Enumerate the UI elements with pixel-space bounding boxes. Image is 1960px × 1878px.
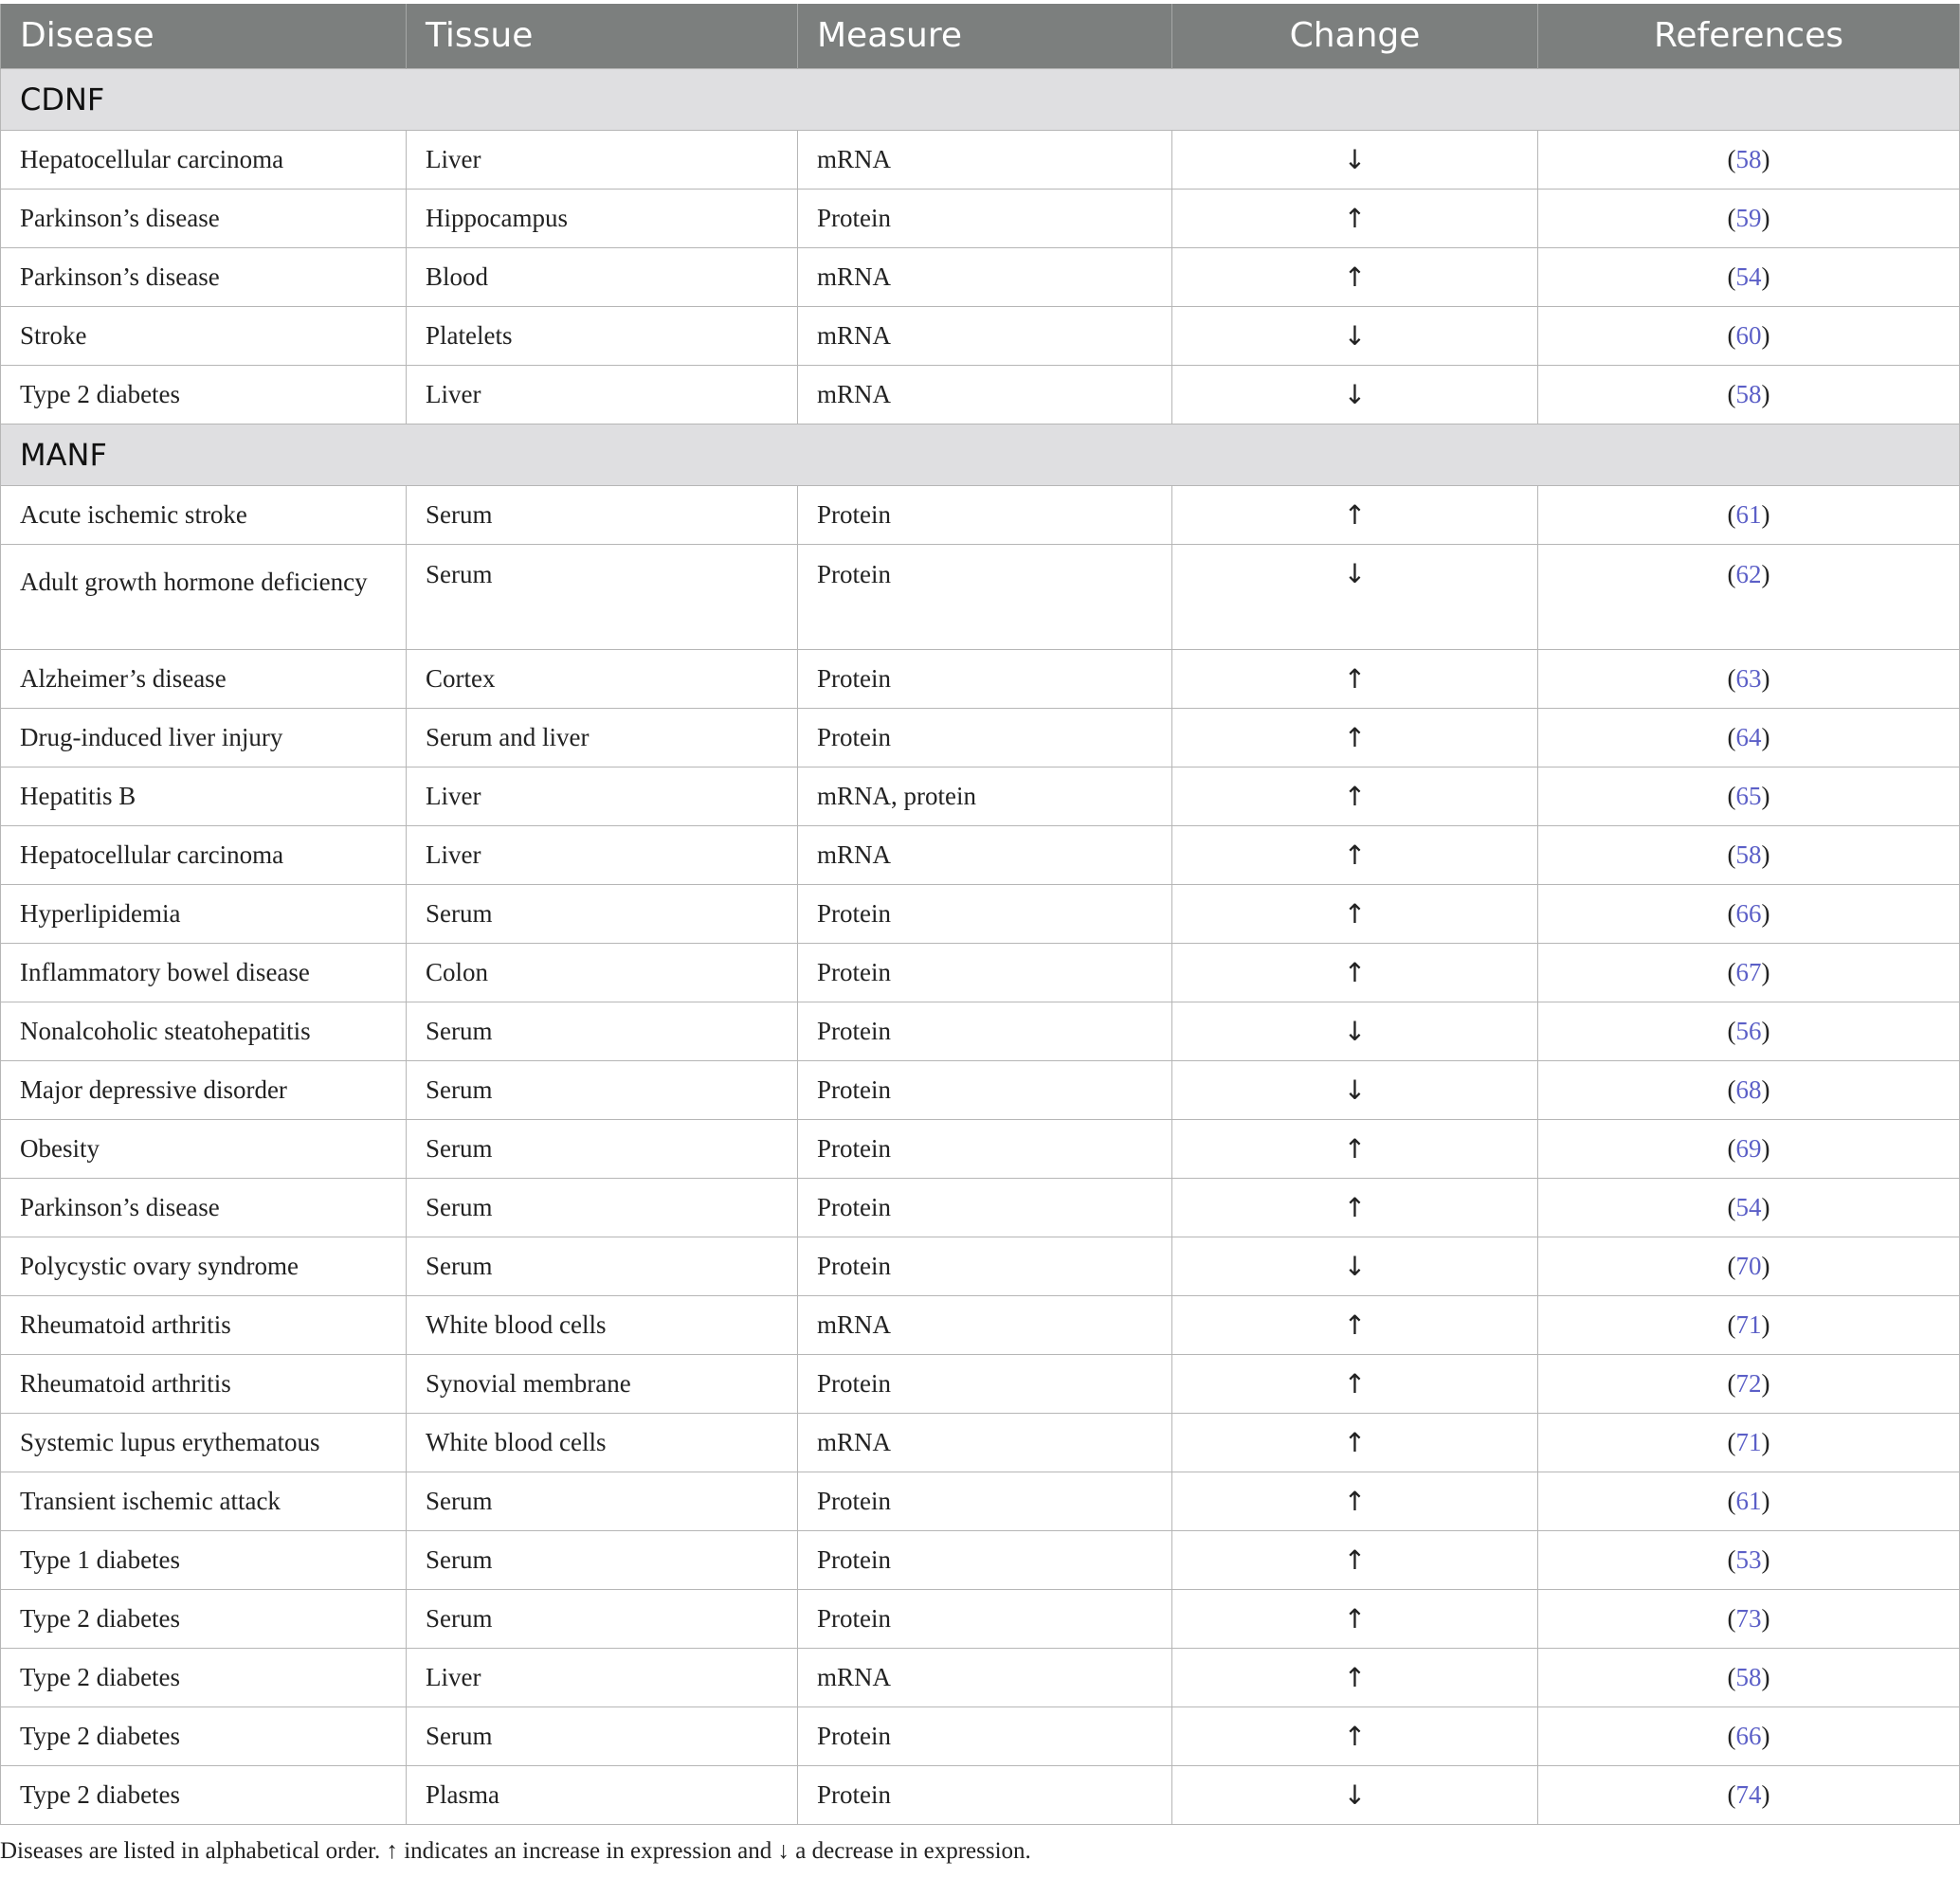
reference-open-paren: (	[1727, 1368, 1736, 1398]
reference-open-paren: (	[1727, 840, 1736, 869]
change-arrow-icon: ↑	[1343, 1309, 1367, 1341]
reference-link[interactable]: 71	[1735, 1309, 1762, 1339]
tissue-cell: Colon	[407, 943, 798, 1002]
measure-cell: Protein	[798, 884, 1172, 943]
reference-close-paren: )	[1761, 1721, 1770, 1750]
reference-close-paren: )	[1761, 663, 1770, 693]
tissue-cell: Blood	[407, 247, 798, 306]
change-arrow-icon: ↓	[1343, 1779, 1367, 1811]
change-cell	[1172, 1002, 1538, 1060]
change-arrow-icon: ↑	[1343, 1426, 1367, 1458]
tissue-cell: Hippocampus	[407, 189, 798, 247]
change-arrow-icon: ↑	[1343, 897, 1367, 930]
reference-link[interactable]: 68	[1735, 1074, 1762, 1104]
disease-cell: Transient ischemic attack	[1, 1472, 407, 1530]
reference-cell	[1538, 1472, 1960, 1530]
header-tissue: Tissue	[407, 4, 798, 68]
reference-close-paren: )	[1761, 722, 1770, 751]
disease-cell: Type 2 diabetes	[1, 1589, 407, 1648]
measure-cell: Protein	[798, 485, 1172, 544]
reference-cell	[1538, 708, 1960, 767]
reference-close-paren: )	[1761, 262, 1770, 291]
reference-close-paren: )	[1761, 1192, 1770, 1221]
change-cell	[1172, 1178, 1538, 1237]
disease-cell: Polycystic ovary syndrome	[1, 1237, 407, 1295]
table-container	[0, 4, 1960, 1825]
table-row	[1, 1413, 1960, 1472]
reference-link[interactable]: 54	[1735, 1192, 1762, 1221]
reference-close-paren: )	[1761, 1368, 1770, 1398]
table-row	[1, 825, 1960, 884]
reference-open-paren: (	[1727, 898, 1736, 928]
disease-cell: Hepatocellular carcinoma	[1, 130, 407, 189]
reference-close-paren: )	[1761, 898, 1770, 928]
change-cell	[1172, 1295, 1538, 1354]
reference-open-paren: (	[1727, 1721, 1736, 1750]
reference-cell	[1538, 1589, 1960, 1648]
reference-cell	[1538, 544, 1960, 649]
reference-open-paren: (	[1727, 1662, 1736, 1691]
disease-cell: Systemic lupus erythematous	[1, 1413, 407, 1472]
reference-open-paren: (	[1727, 957, 1736, 986]
reference-open-paren: (	[1727, 1251, 1736, 1280]
reference-link[interactable]: 53	[1735, 1544, 1762, 1574]
tissue-cell: Synovial membrane	[407, 1354, 798, 1413]
measure-cell: Protein	[798, 1060, 1172, 1119]
reference-open-paren: (	[1727, 781, 1736, 810]
reference-cell	[1538, 1237, 1960, 1295]
change-cell	[1172, 1060, 1538, 1119]
reference-link[interactable]: 58	[1735, 379, 1762, 408]
disease-cell: Parkinson’s disease	[1, 1178, 407, 1237]
change-cell	[1172, 1119, 1538, 1178]
change-cell	[1172, 1589, 1538, 1648]
reference-link[interactable]: 66	[1735, 898, 1762, 928]
reference-open-paren: (	[1727, 320, 1736, 350]
reference-open-paren: (	[1727, 1779, 1736, 1809]
tissue-cell: Serum	[407, 1589, 798, 1648]
table-row	[1, 1648, 1960, 1706]
table-row	[1, 1178, 1960, 1237]
disease-cell: Hepatocellular carcinoma	[1, 825, 407, 884]
change-arrow-icon: ↑	[1343, 1367, 1367, 1399]
reference-cell	[1538, 130, 1960, 189]
disease-cell: Drug-induced liver injury	[1, 708, 407, 767]
reference-open-paren: (	[1727, 1016, 1736, 1045]
measure-cell: Protein	[798, 1589, 1172, 1648]
reference-open-paren: (	[1727, 203, 1736, 232]
change-cell	[1172, 485, 1538, 544]
disease-cell: Hepatitis B	[1, 767, 407, 825]
change-arrow-icon: ↓	[1343, 1074, 1367, 1106]
table-row	[1, 1237, 1960, 1295]
change-arrow-icon: ↑	[1343, 1602, 1367, 1634]
change-arrow-icon: ↓	[1343, 1250, 1367, 1282]
measure-cell: Protein	[798, 1530, 1172, 1589]
measure-cell: mRNA	[798, 1295, 1172, 1354]
measure-cell: Protein	[798, 544, 1172, 649]
measure-cell: Protein	[798, 708, 1172, 767]
reference-open-paren: (	[1727, 262, 1736, 291]
change-arrow-icon: ↑	[1343, 202, 1367, 234]
reference-link[interactable]: 70	[1735, 1251, 1762, 1280]
change-arrow-icon: ↑	[1343, 1720, 1367, 1752]
reference-link[interactable]: 66	[1735, 1721, 1762, 1750]
reference-link[interactable]: 72	[1735, 1368, 1762, 1398]
tissue-cell: Serum	[407, 1706, 798, 1765]
reference-cell	[1538, 1002, 1960, 1060]
change-arrow-icon: ↑	[1343, 839, 1367, 871]
table-row	[1, 649, 1960, 708]
table-row	[1, 130, 1960, 189]
header-references: References	[1538, 4, 1960, 68]
reference-cell	[1538, 365, 1960, 424]
reference-link[interactable]: 63	[1735, 663, 1762, 693]
reference-close-paren: )	[1761, 957, 1770, 986]
reference-link[interactable]: 60	[1735, 320, 1762, 350]
reference-link[interactable]: 58	[1735, 1662, 1762, 1691]
table-row	[1, 365, 1960, 424]
tissue-cell: Serum	[407, 1472, 798, 1530]
measure-cell: mRNA	[798, 306, 1172, 365]
disease-expression-table	[0, 4, 1960, 1825]
reference-cell	[1538, 1354, 1960, 1413]
table-row	[1, 1354, 1960, 1413]
reference-cell	[1538, 1119, 1960, 1178]
reference-cell	[1538, 1530, 1960, 1589]
measure-cell: mRNA, protein	[798, 767, 1172, 825]
change-arrow-icon: ↑	[1343, 956, 1367, 988]
reference-close-paren: )	[1761, 1662, 1770, 1691]
table-row	[1, 767, 1960, 825]
measure-cell: Protein	[798, 649, 1172, 708]
table-row	[1, 247, 1960, 306]
header-measure: Measure	[798, 4, 1172, 68]
reference-cell	[1538, 1060, 1960, 1119]
table-row	[1, 884, 1960, 943]
change-arrow-icon: ↑	[1343, 498, 1367, 531]
disease-cell: Type 2 diabetes	[1, 1648, 407, 1706]
reference-cell	[1538, 247, 1960, 306]
disease-cell: Obesity	[1, 1119, 407, 1178]
reference-link[interactable]: 59	[1735, 203, 1762, 232]
measure-cell: Protein	[798, 943, 1172, 1002]
reference-link[interactable]: 74	[1735, 1779, 1762, 1809]
reference-link[interactable]: 73	[1735, 1603, 1762, 1633]
reference-open-paren: (	[1727, 1192, 1736, 1221]
reference-open-paren: (	[1727, 499, 1736, 529]
measure-cell: mRNA	[798, 1413, 1172, 1472]
change-cell	[1172, 1706, 1538, 1765]
header-change: Change	[1172, 4, 1538, 68]
table-row	[1, 1530, 1960, 1589]
reference-open-paren: (	[1727, 663, 1736, 693]
reference-open-paren: (	[1727, 1603, 1736, 1633]
reference-link[interactable]: 56	[1735, 1016, 1762, 1045]
measure-cell: Protein	[798, 1765, 1172, 1824]
change-cell	[1172, 1765, 1538, 1824]
table-body	[1, 68, 1960, 1824]
disease-cell: Inflammatory bowel disease	[1, 943, 407, 1002]
disease-cell: Type 2 diabetes	[1, 1765, 407, 1824]
tissue-cell: Serum and liver	[407, 708, 798, 767]
tissue-cell: Serum	[407, 1178, 798, 1237]
change-cell	[1172, 365, 1538, 424]
measure-cell: Protein	[798, 189, 1172, 247]
tissue-cell: Serum	[407, 544, 798, 649]
tissue-cell: Liver	[407, 767, 798, 825]
reference-close-paren: )	[1761, 1603, 1770, 1633]
reference-link[interactable]: 67	[1735, 957, 1762, 986]
tissue-cell: Serum	[407, 1119, 798, 1178]
change-cell	[1172, 943, 1538, 1002]
measure-cell: Protein	[798, 1706, 1172, 1765]
disease-cell: Parkinson’s disease	[1, 189, 407, 247]
table-row	[1, 1589, 1960, 1648]
reference-open-paren: (	[1727, 144, 1736, 173]
table-row	[1, 1295, 1960, 1354]
reference-open-paren: (	[1727, 379, 1736, 408]
reference-close-paren: )	[1761, 499, 1770, 529]
reference-link[interactable]: 61	[1735, 499, 1762, 529]
change-arrow-icon: ↑	[1343, 1661, 1367, 1693]
measure-cell: Protein	[798, 1237, 1172, 1295]
change-arrow-icon: ↑	[1343, 721, 1367, 753]
change-cell	[1172, 825, 1538, 884]
measure-cell: mRNA	[798, 1648, 1172, 1706]
header-disease: Disease	[1, 4, 407, 68]
reference-cell	[1538, 1178, 1960, 1237]
change-arrow-icon: ↓	[1343, 1015, 1367, 1047]
header-row	[1, 4, 1960, 68]
reference-link[interactable]: 64	[1735, 722, 1762, 751]
measure-cell: Protein	[798, 1354, 1172, 1413]
tissue-cell: Plasma	[407, 1765, 798, 1824]
disease-cell: Type 2 diabetes	[1, 365, 407, 424]
section-title: CDNF	[1, 68, 1960, 130]
tissue-cell: Cortex	[407, 649, 798, 708]
table-row	[1, 943, 1960, 1002]
reference-link[interactable]: 62	[1735, 559, 1762, 588]
change-cell	[1172, 247, 1538, 306]
table-row	[1, 306, 1960, 365]
change-cell	[1172, 1648, 1538, 1706]
measure-cell: mRNA	[798, 247, 1172, 306]
reference-cell	[1538, 1706, 1960, 1765]
change-arrow-icon: ↓	[1343, 143, 1367, 175]
reference-close-paren: )	[1761, 1486, 1770, 1515]
change-arrow-icon: ↑	[1343, 261, 1367, 293]
reference-cell	[1538, 649, 1960, 708]
tissue-cell: Serum	[407, 485, 798, 544]
tissue-cell: Serum	[407, 1060, 798, 1119]
disease-cell: Parkinson’s disease	[1, 247, 407, 306]
table-row	[1, 544, 1960, 649]
disease-cell: Acute ischemic stroke	[1, 485, 407, 544]
reference-close-paren: )	[1761, 379, 1770, 408]
reference-close-paren: )	[1761, 781, 1770, 810]
reference-close-paren: )	[1761, 1074, 1770, 1104]
reference-open-paren: (	[1727, 1486, 1736, 1515]
reference-cell	[1538, 189, 1960, 247]
table-footnote: Diseases are listed in alphabetical order. ↑ indicates an increase in expression and ↓ a decrease in expression.	[0, 1838, 1031, 1864]
tissue-cell: Liver	[407, 130, 798, 189]
measure-cell: mRNA	[798, 825, 1172, 884]
change-arrow-icon: ↓	[1343, 319, 1367, 352]
change-cell	[1172, 1237, 1538, 1295]
reference-close-paren: )	[1761, 840, 1770, 869]
tissue-cell: Serum	[407, 1002, 798, 1060]
tissue-cell: Platelets	[407, 306, 798, 365]
reference-cell	[1538, 1765, 1960, 1824]
reference-close-paren: )	[1761, 1251, 1770, 1280]
change-cell	[1172, 544, 1538, 649]
change-cell	[1172, 708, 1538, 767]
reference-open-paren: (	[1727, 1544, 1736, 1574]
change-arrow-icon: ↓	[1343, 557, 1367, 589]
reference-link[interactable]: 54	[1735, 262, 1762, 291]
measure-cell: Protein	[798, 1472, 1172, 1530]
table-row	[1, 1119, 1960, 1178]
table-row	[1, 1472, 1960, 1530]
reference-close-paren: )	[1761, 1133, 1770, 1163]
reference-open-paren: (	[1727, 559, 1736, 588]
reference-link[interactable]: 65	[1735, 781, 1762, 810]
reference-open-paren: (	[1727, 722, 1736, 751]
change-cell	[1172, 189, 1538, 247]
disease-cell: Nonalcoholic steatohepatitis	[1, 1002, 407, 1060]
reference-close-paren: )	[1761, 1309, 1770, 1339]
table-row	[1, 1060, 1960, 1119]
tissue-cell: Serum	[407, 1530, 798, 1589]
reference-cell	[1538, 485, 1960, 544]
reference-open-paren: (	[1727, 1133, 1736, 1163]
disease-cell: Alzheimer’s disease	[1, 649, 407, 708]
change-arrow-icon: ↑	[1343, 1544, 1367, 1576]
measure-cell: mRNA	[798, 365, 1172, 424]
reference-link[interactable]: 71	[1735, 1427, 1762, 1456]
table-row	[1, 1706, 1960, 1765]
measure-cell: Protein	[798, 1002, 1172, 1060]
disease-cell: Rheumatoid arthritis	[1, 1354, 407, 1413]
reference-close-paren: )	[1761, 144, 1770, 173]
reference-open-paren: (	[1727, 1309, 1736, 1339]
tissue-cell: Liver	[407, 825, 798, 884]
reference-close-paren: )	[1761, 1779, 1770, 1809]
reference-cell	[1538, 306, 1960, 365]
disease-cell: Major depressive disorder	[1, 1060, 407, 1119]
reference-link[interactable]: 58	[1735, 840, 1762, 869]
tissue-cell: White blood cells	[407, 1295, 798, 1354]
change-arrow-icon: ↑	[1343, 1132, 1367, 1165]
reference-link[interactable]: 58	[1735, 144, 1762, 173]
change-cell	[1172, 884, 1538, 943]
tissue-cell: Serum	[407, 884, 798, 943]
reference-cell	[1538, 1648, 1960, 1706]
measure-cell: mRNA	[798, 130, 1172, 189]
table-row	[1, 1002, 1960, 1060]
change-cell	[1172, 1413, 1538, 1472]
reference-cell	[1538, 943, 1960, 1002]
change-arrow-icon: ↑	[1343, 1191, 1367, 1223]
reference-link[interactable]: 61	[1735, 1486, 1762, 1515]
reference-close-paren: )	[1761, 320, 1770, 350]
reference-cell	[1538, 767, 1960, 825]
section-row	[1, 68, 1960, 130]
change-cell	[1172, 1354, 1538, 1413]
tissue-cell: Liver	[407, 365, 798, 424]
reference-close-paren: )	[1761, 203, 1770, 232]
change-cell	[1172, 767, 1538, 825]
change-cell	[1172, 1472, 1538, 1530]
tissue-cell: White blood cells	[407, 1413, 798, 1472]
reference-close-paren: )	[1761, 1427, 1770, 1456]
reference-link[interactable]: 69	[1735, 1133, 1762, 1163]
change-arrow-icon: ↑	[1343, 780, 1367, 812]
tissue-cell: Liver	[407, 1648, 798, 1706]
section-title: MANF	[1, 424, 1960, 485]
table-row	[1, 485, 1960, 544]
change-cell	[1172, 649, 1538, 708]
table-row	[1, 1765, 1960, 1824]
change-arrow-icon: ↑	[1343, 1485, 1367, 1517]
disease-cell: Type 1 diabetes	[1, 1530, 407, 1589]
reference-cell	[1538, 884, 1960, 943]
reference-close-paren: )	[1761, 559, 1770, 588]
reference-cell	[1538, 1413, 1960, 1472]
table-row	[1, 189, 1960, 247]
disease-cell: Hyperlipidemia	[1, 884, 407, 943]
change-cell	[1172, 1530, 1538, 1589]
disease-cell: Rheumatoid arthritis	[1, 1295, 407, 1354]
reference-open-paren: (	[1727, 1427, 1736, 1456]
reference-open-paren: (	[1727, 1074, 1736, 1104]
reference-cell	[1538, 825, 1960, 884]
change-arrow-icon: ↑	[1343, 662, 1367, 695]
change-arrow-icon: ↓	[1343, 378, 1367, 410]
tissue-cell: Serum	[407, 1237, 798, 1295]
reference-close-paren: )	[1761, 1016, 1770, 1045]
disease-cell: Stroke	[1, 306, 407, 365]
section-row	[1, 424, 1960, 485]
change-cell	[1172, 130, 1538, 189]
reference-close-paren: )	[1761, 1544, 1770, 1574]
table-row	[1, 708, 1960, 767]
disease-cell: Adult growth hormone deficiency	[1, 544, 407, 649]
change-cell	[1172, 306, 1538, 365]
measure-cell: Protein	[798, 1178, 1172, 1237]
measure-cell: Protein	[798, 1119, 1172, 1178]
reference-cell	[1538, 1295, 1960, 1354]
disease-cell: Type 2 diabetes	[1, 1706, 407, 1765]
